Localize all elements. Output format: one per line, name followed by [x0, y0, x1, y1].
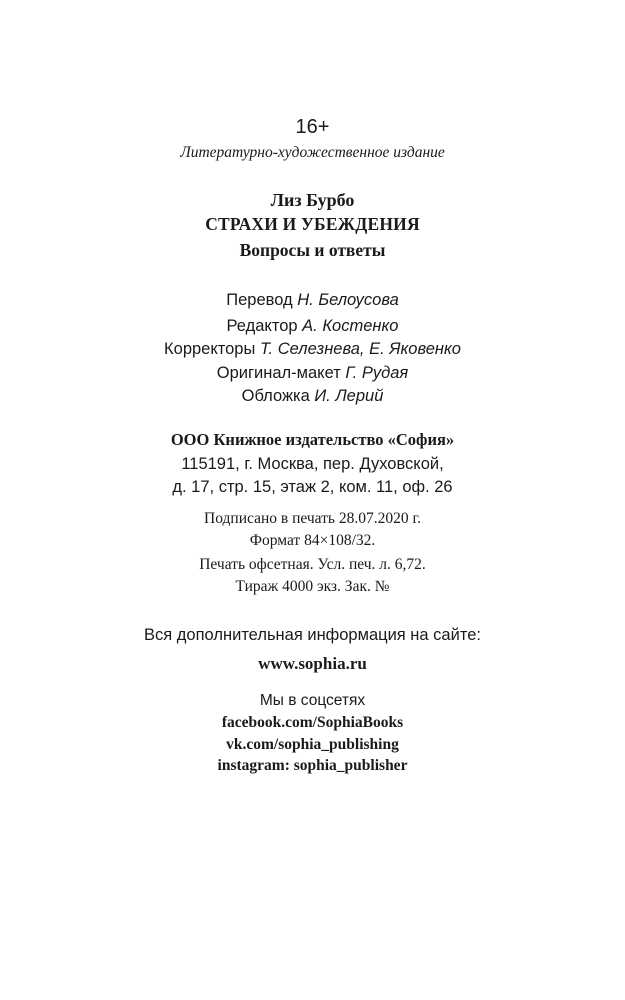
credit-name: Н. Белоусова	[297, 291, 399, 309]
imprint-print: Печать офсетная. Усл. печ. л. 6,72.	[199, 556, 426, 573]
credit-cover	[0, 388, 625, 405]
credit-role: Оригинал-макет	[216, 364, 341, 382]
publisher-name: ООО Книжное издательство «София»	[170, 430, 455, 449]
publisher-address-line-1: 115191, г. Москва, пер. Духовской,	[181, 455, 444, 473]
book-title: СТРАХИ И УБЕЖДЕНИЯ	[205, 214, 420, 234]
credit-role: Перевод	[226, 291, 293, 309]
credit-layout	[0, 365, 625, 382]
imprint-format: Формат 84×108/32.	[249, 532, 376, 549]
imprint-signed: Подписано в печать 28.07.2020 г.	[204, 510, 421, 527]
publisher-address-line-2: д. 17, стр. 15, этаж 2, ком. 11, оф. 26	[172, 478, 453, 496]
site-url: www.sophia.ru	[258, 654, 367, 673]
social-link-vk: vk.com/sophia_publishing	[226, 736, 399, 753]
genre-label: Литературно-художественное издание	[180, 144, 445, 161]
credit-role: Редактор	[226, 317, 298, 335]
book-author: Лиз Бурбо	[270, 190, 355, 210]
age-rating: 16+	[295, 116, 330, 138]
credit-name: Т. Селезнева, Е. Яковенко	[259, 340, 461, 358]
book-subtitle: Вопросы и ответы	[239, 240, 386, 260]
site-note: Вся дополнительная информация на сайте:	[144, 626, 481, 644]
social-link-facebook: facebook.com/SophiaBooks	[221, 714, 404, 731]
credit-name: А. Костенко	[302, 317, 399, 335]
social-link-instagram: instagram: sophia_publisher	[217, 757, 408, 774]
credit-name: И. Лерий	[314, 387, 384, 405]
credit-proofreaders	[0, 341, 625, 358]
credit-translator	[0, 292, 625, 309]
credit-role: Корректоры	[164, 340, 256, 358]
imprint-run: Тираж 4000 экз. Зак. №	[235, 578, 390, 595]
social-label: Мы в соцсетях	[259, 692, 366, 709]
credit-role: Обложка	[241, 387, 310, 405]
credit-editor	[0, 318, 625, 335]
credit-name: Г. Рудая	[345, 364, 409, 382]
